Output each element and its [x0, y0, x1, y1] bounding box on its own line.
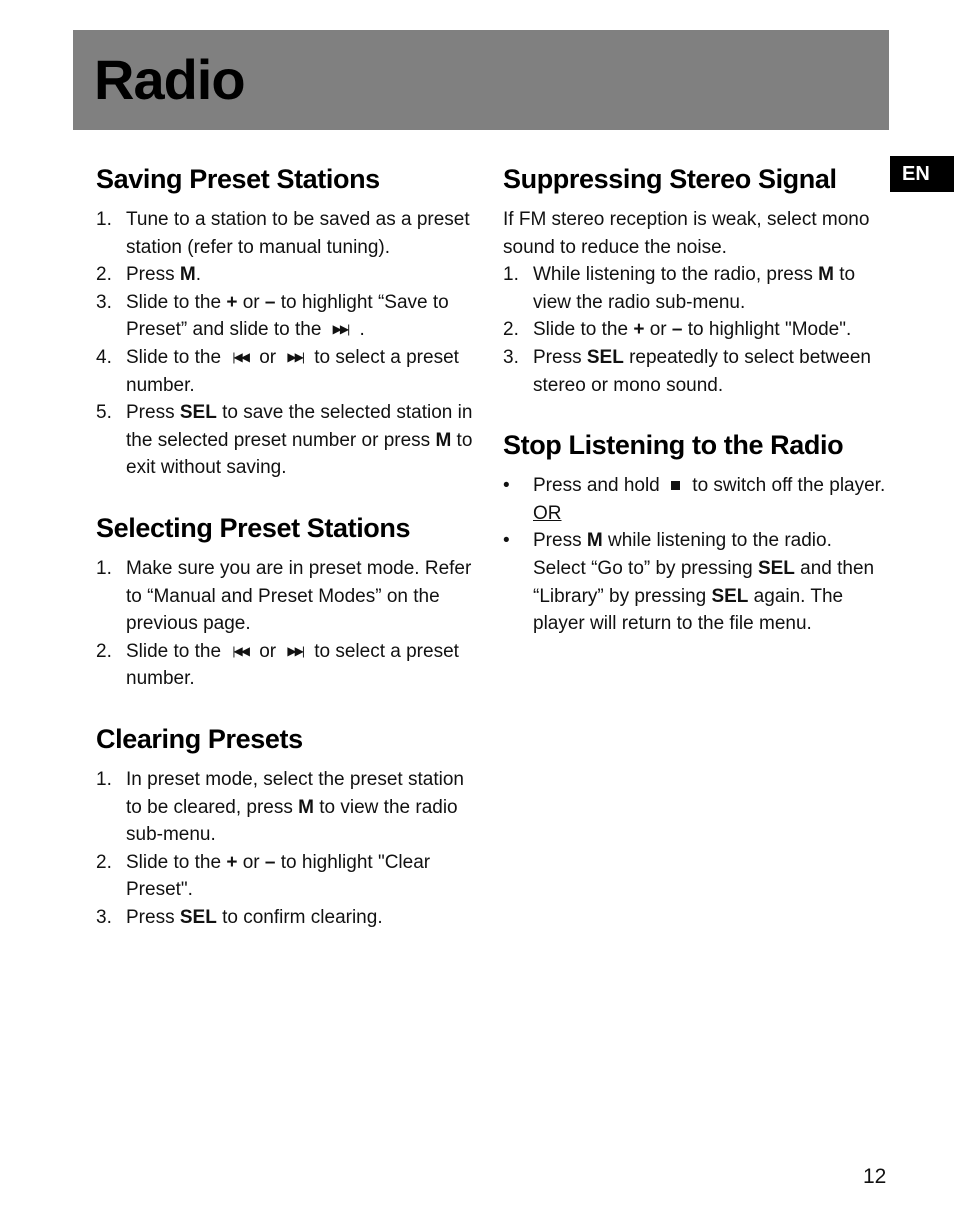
bullet-text: Press M while listening to the radio. Select “Go to” by pressing SEL and then “Library” by pressing SEL again. The player will return to the file menu. [533, 530, 875, 635]
next-track-icon: ▶▶| [287, 643, 303, 658]
next-track-icon: ▶▶| [287, 349, 303, 364]
list-item [96, 555, 476, 638]
key-label: – [264, 851, 276, 873]
stop-icon [671, 481, 680, 490]
step-text: Slide to the |◀◀ or ▶▶| to select a preset number. [126, 640, 459, 690]
step-text: While listening to the radio, press M to view the radio sub-menu. [533, 264, 856, 313]
previous-track-icon: |◀◀ [232, 643, 248, 658]
step-number: 1. [503, 264, 519, 286]
key-label: + [226, 291, 238, 313]
list-item [503, 316, 888, 344]
step-number: 2. [96, 851, 112, 873]
list-item [96, 904, 476, 932]
list-item [503, 344, 888, 399]
step-number: 2. [96, 640, 112, 662]
key-label: M [818, 264, 834, 286]
section-suppressing-stereo-signal [503, 160, 888, 399]
section-intro: If FM stereo reception is weak, select mono sound to reduce the noise. [503, 209, 870, 258]
list-item [96, 289, 476, 344]
list-item [96, 344, 476, 399]
list-item [96, 849, 476, 904]
key-label: SEL [711, 585, 749, 607]
page-number: 12 [863, 1165, 887, 1188]
section-heading: Suppressing Stereo Signal [503, 164, 837, 194]
page-title: Radio [94, 48, 245, 111]
right-column [503, 160, 888, 665]
next-track-icon: ▶▶| [332, 322, 349, 337]
key-label: M [435, 429, 452, 451]
step-text: Press M. [126, 264, 201, 286]
bullet-text: Press and hold to switch off the player. OR [533, 475, 886, 524]
list-item [503, 261, 888, 316]
bullet-list [503, 472, 888, 638]
key-label: M [586, 530, 603, 552]
list-item [96, 261, 476, 289]
step-text: Slide to the + or – to highlight "Mode". [533, 319, 852, 341]
bullet-marker: • [503, 475, 510, 497]
step-number: 4. [96, 346, 112, 368]
section-selecting-preset-stations [96, 509, 476, 693]
step-number: 3. [503, 346, 519, 368]
key-label: SEL [179, 906, 217, 928]
step-text: Slide to the + or – to highlight “Save to Preset” and slide to the ▶▶| . [126, 291, 449, 341]
section-clearing-presets [96, 720, 476, 932]
section-stop-listening [503, 426, 888, 638]
steps-list [503, 261, 888, 399]
step-text: Make sure you are in preset mode. Refer to “Manual and Preset Modes” on the previous page. [126, 557, 472, 635]
or-label: OR [533, 502, 562, 524]
step-text: Press SEL to confirm clearing. [126, 906, 383, 928]
list-item [96, 399, 476, 482]
step-text: Press SEL to save the selected station in the selected preset number or press M to exit without saving. [126, 402, 473, 479]
steps-list [96, 766, 476, 932]
step-number: 2. [503, 319, 519, 341]
step-number: 3. [96, 906, 112, 928]
key-label: M [179, 264, 196, 286]
previous-track-icon: |◀◀ [232, 349, 248, 364]
step-text: Slide to the |◀◀ or ▶▶| to select a preset number. [126, 346, 459, 396]
steps-list [96, 206, 476, 482]
step-text: In preset mode, select the preset station to be cleared, press M to view the radio sub-menu. [126, 768, 464, 846]
key-label: M [298, 796, 314, 818]
list-item [96, 638, 476, 693]
key-label: SEL [757, 557, 795, 579]
list-item [503, 472, 888, 527]
step-number: 1. [96, 768, 112, 790]
step-text: Tune to a station to be saved as a preset station (refer to manual tuning). [126, 209, 470, 258]
key-label: + [226, 851, 238, 873]
step-text: Press SEL repeatedly to select between stereo or mono sound. [533, 346, 871, 396]
key-label: SEL [586, 346, 624, 368]
section-heading: Saving Preset Stations [96, 164, 380, 194]
step-number: 2. [96, 264, 112, 286]
step-text: Slide to the + or – to highlight "Clear Preset". [126, 851, 431, 901]
list-item [96, 206, 476, 261]
steps-list [96, 555, 476, 693]
left-column [96, 160, 476, 958]
step-number: 1. [96, 209, 112, 230]
section-heading: Clearing Presets [96, 723, 303, 754]
section-saving-preset-stations [96, 160, 476, 482]
step-number: 1. [96, 557, 112, 579]
bullet-marker: • [503, 530, 510, 552]
list-item [503, 527, 888, 637]
step-number: 3. [96, 291, 112, 313]
section-heading: Selecting Preset Stations [96, 512, 411, 543]
key-label: – [264, 291, 276, 313]
step-number: 5. [96, 402, 112, 424]
language-tab: EN [890, 156, 954, 192]
key-label: + [633, 319, 645, 341]
section-heading: Stop Listening to the Radio [503, 430, 844, 461]
key-label: – [671, 319, 683, 341]
page-header-bar [73, 30, 889, 130]
list-item [96, 766, 476, 849]
key-label: SEL [179, 402, 217, 424]
